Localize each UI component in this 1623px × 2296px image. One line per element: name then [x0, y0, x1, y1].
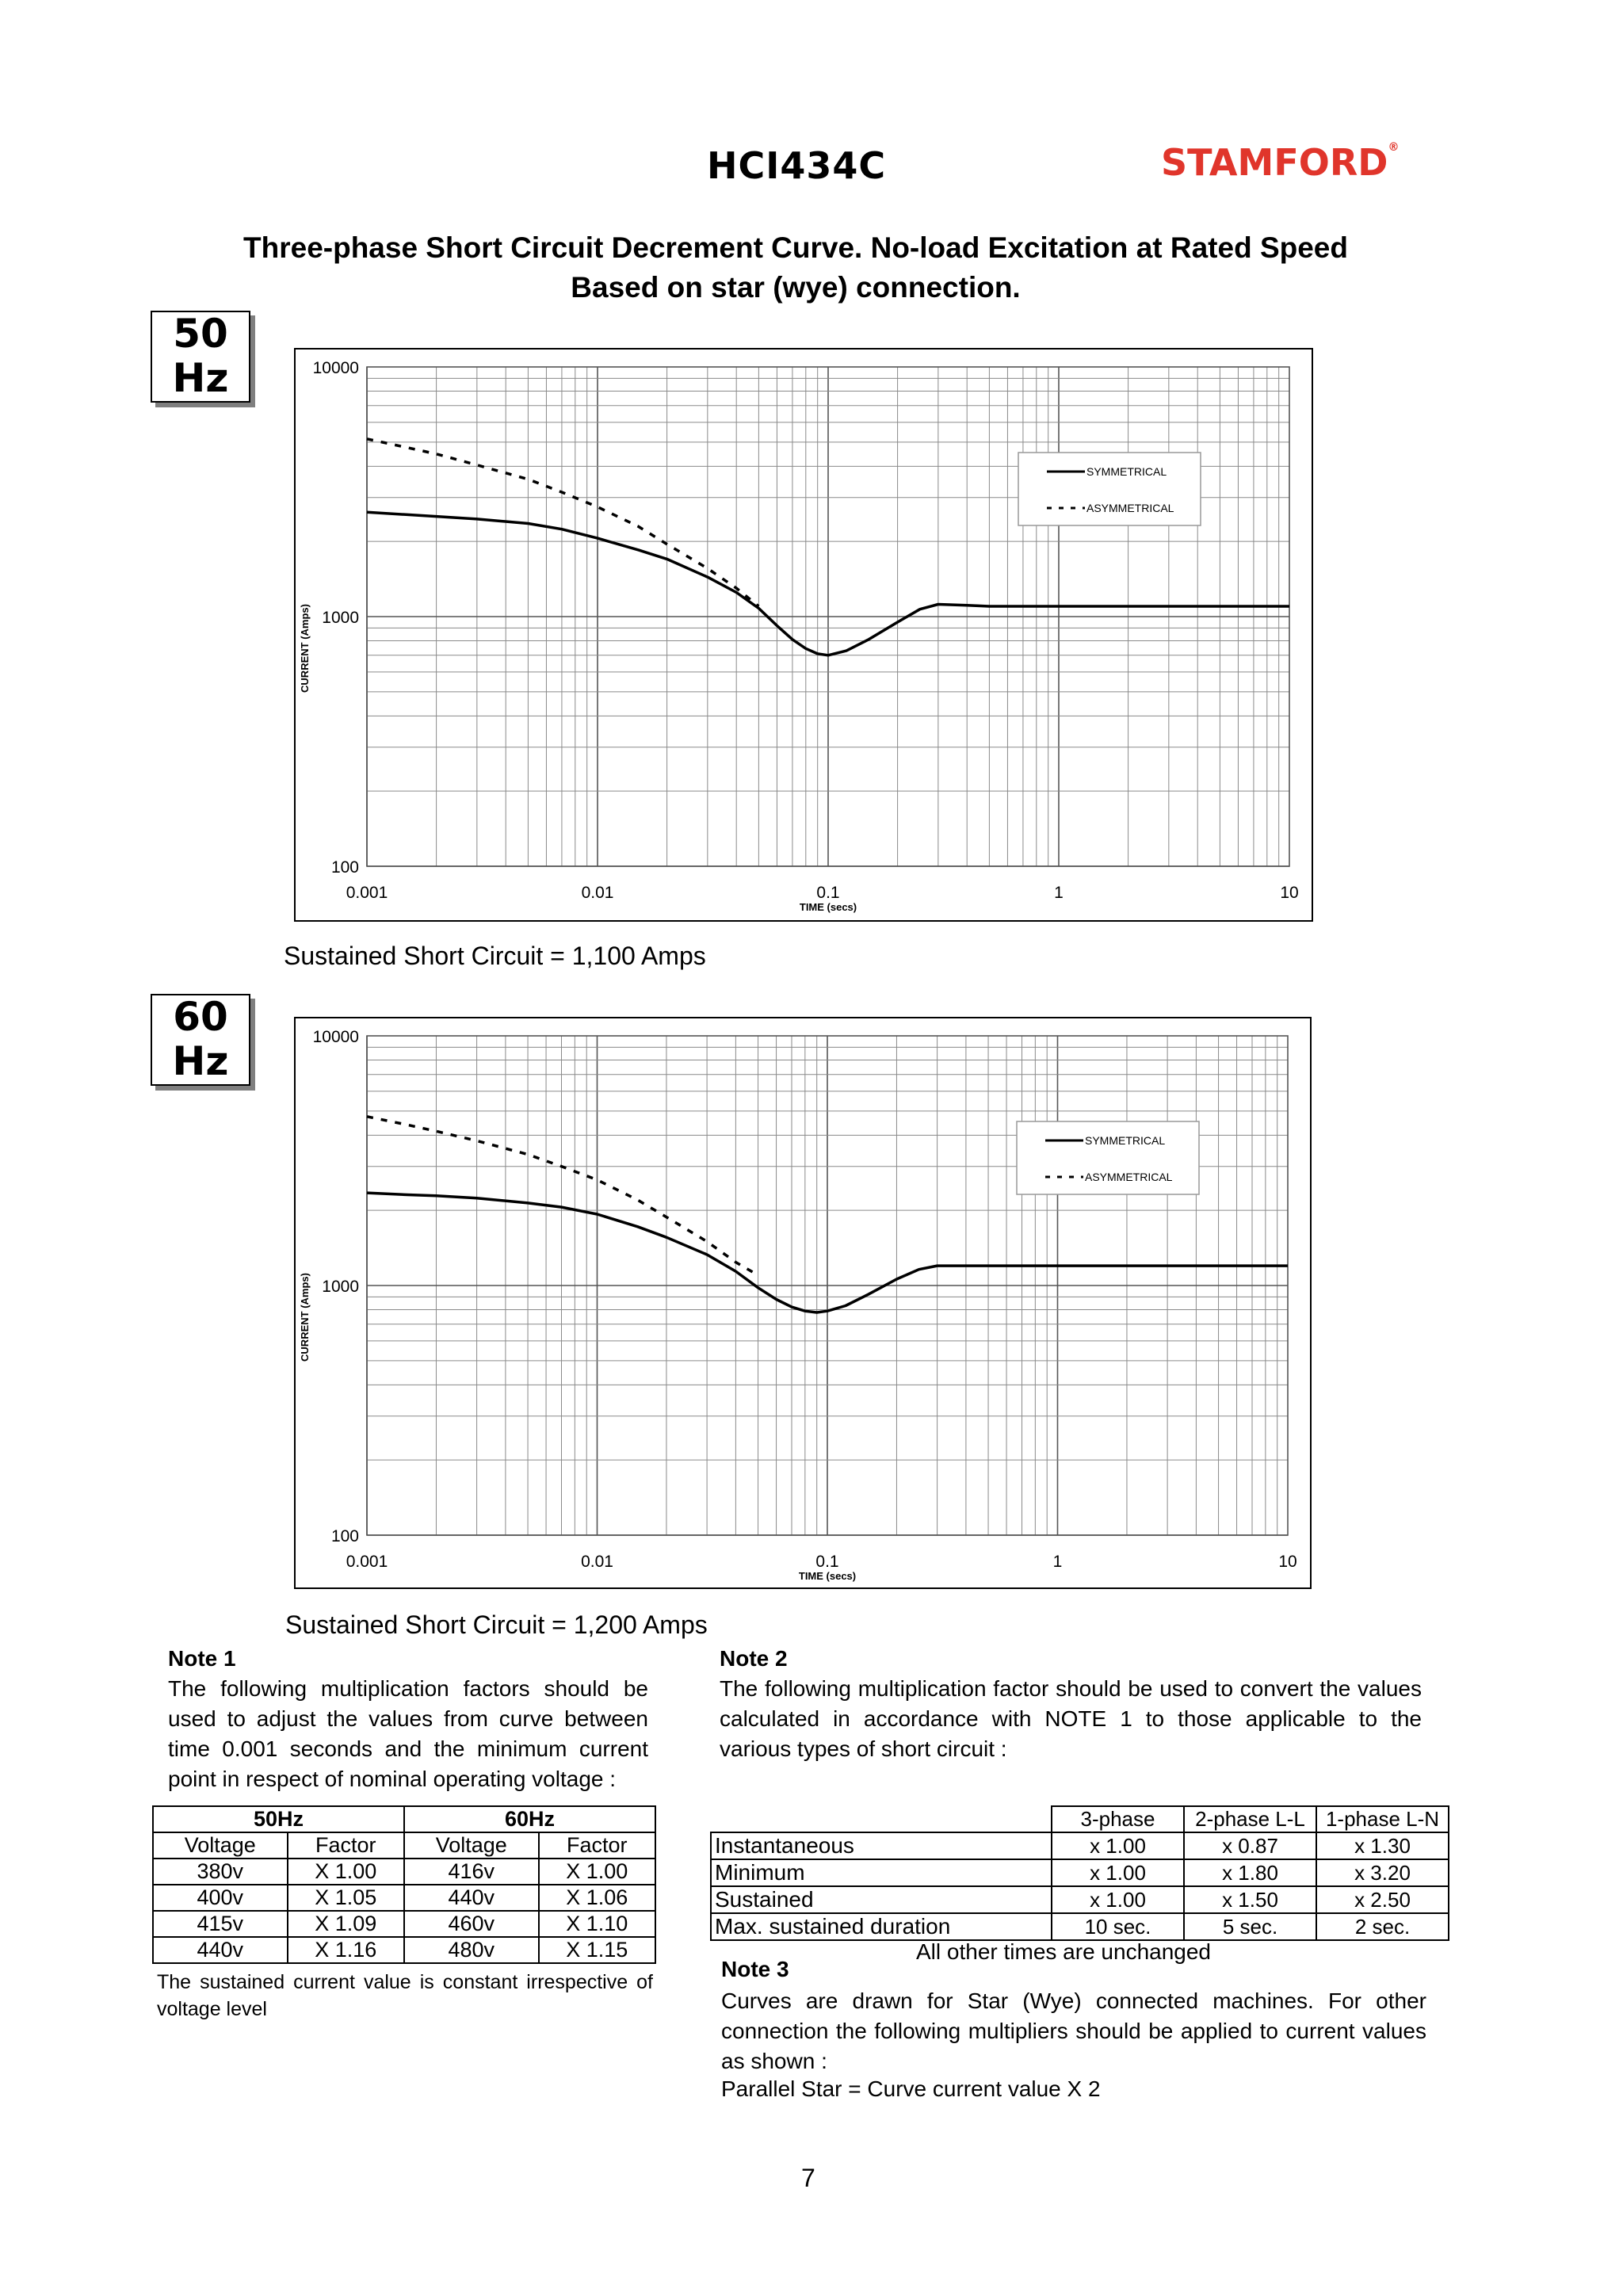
table-group-header: 50Hz: [153, 1806, 404, 1832]
x-tick-label: 0.001: [346, 1553, 388, 1571]
frequency-box-60hz: [151, 994, 250, 1086]
table-row: [711, 1913, 1449, 1940]
legend-label: SYMMETRICAL: [1086, 465, 1167, 478]
table-cell: 2 sec.: [1316, 1913, 1449, 1940]
legend-box: [1017, 1121, 1199, 1194]
table-cell: 440v: [404, 1885, 539, 1911]
table-cell: 400v: [153, 1885, 288, 1911]
other-times-note: All other times are unchanged: [916, 1939, 1211, 1964]
x-tick-label: 1: [1052, 1553, 1063, 1571]
table-col-header: Factor: [288, 1832, 404, 1859]
x-axis-label: TIME (secs): [799, 901, 857, 913]
table-row-label: Minimum: [711, 1859, 1052, 1886]
model-title: HCI434C: [707, 144, 887, 187]
table-col-header: 2-phase L-L: [1184, 1806, 1316, 1832]
table-cell: 5 sec.: [1184, 1913, 1316, 1940]
page-title-line-1: Three-phase Short Circuit Decrement Curve. No-load Excitation at Rated Speed: [243, 231, 1348, 264]
table-cell: 416v: [404, 1859, 539, 1885]
table-col-header: Voltage: [153, 1832, 288, 1859]
table-empty-corner: [711, 1806, 1052, 1832]
note2-text: The following multiplication factor should be used to convert the values calculated in accordance with NOTE 1 to those applicable to the various types of short circuit :: [720, 1676, 1422, 1761]
table-row: [711, 1859, 1449, 1886]
page-number: 7: [801, 2164, 815, 2192]
frequency-box-50hz: [151, 311, 250, 403]
x-tick-label: 1: [1054, 884, 1064, 902]
table-cell: x 1.00: [1052, 1859, 1184, 1886]
brand-logo: [1161, 141, 1399, 184]
x-tick-label: 0.1: [816, 884, 840, 902]
table-cell: x 2.50: [1316, 1886, 1449, 1913]
y-tick-label: 1000: [322, 609, 359, 627]
table-cell: x 1.00: [1052, 1886, 1184, 1913]
voltage-factor-table: [152, 1805, 656, 1964]
sustained-current-50hz: Sustained Short Circuit = 1,100 Amps: [284, 942, 706, 970]
table-cell: 380v: [153, 1859, 288, 1885]
sustained-current-60hz: Sustained Short Circuit = 1,200 Amps: [285, 1610, 708, 1639]
table-row: [153, 1937, 655, 1963]
table-cell: X 1.00: [539, 1859, 655, 1885]
note1-heading: Note 1: [168, 1646, 236, 1671]
x-tick-label: 10: [1278, 1553, 1297, 1571]
note1-text: The following multiplication factors should be used to adjust the values from curve between time 0.001 seconds and the minimum current point in respect of nominal operating voltage :: [168, 1676, 648, 1791]
table-row: [153, 1885, 655, 1911]
frequency-value: 60: [173, 994, 228, 1040]
page-title-line-2: Based on star (wye) connection.: [571, 271, 1021, 304]
table-col-header: Voltage: [404, 1832, 539, 1859]
table-cell: X 1.09: [288, 1911, 404, 1937]
table-cell: 460v: [404, 1911, 539, 1937]
frequency-unit: Hz: [172, 355, 229, 401]
legend-label: SYMMETRICAL: [1085, 1134, 1166, 1147]
y-tick-label: 10000: [312, 1028, 359, 1046]
table-cell: x 1.50: [1184, 1886, 1316, 1913]
table-cell: x 1.00: [1052, 1832, 1184, 1859]
table-cell: 415v: [153, 1911, 288, 1937]
decrement-curve-chart-60hz: [294, 1017, 1312, 1589]
table-row-label: Instantaneous: [711, 1832, 1052, 1859]
x-axis-label: TIME (secs): [798, 1570, 857, 1582]
sustained-constant-note: The sustained current value is constant irrespective of voltage level: [157, 1971, 653, 2020]
decrement-curve-chart-50hz: [294, 348, 1313, 922]
chart-frame: [295, 349, 1312, 921]
table-cell: 440v: [153, 1937, 288, 1963]
table-cell: 480v: [404, 1937, 539, 1963]
note3-text: Curves are drawn for Star (Wye) connected machines. For other connection the following multipliers should be applied to current values as shown :: [721, 1988, 1426, 2073]
registered-mark: ®: [1388, 141, 1400, 154]
table-col-header: 1-phase L-N: [1316, 1806, 1449, 1832]
table-col-header: 3-phase: [1052, 1806, 1184, 1832]
y-axis-label: CURRENT (Amps): [299, 604, 311, 693]
short-circuit-factor-table: [710, 1805, 1449, 1941]
y-axis-label: CURRENT (Amps): [299, 1273, 311, 1362]
table-cell: X 1.10: [539, 1911, 655, 1937]
legend-label: ASYMMETRICAL: [1086, 502, 1174, 514]
table-cell: x 3.20: [1316, 1859, 1449, 1886]
frequency-unit: Hz: [172, 1038, 229, 1084]
note2-heading: Note 2: [720, 1646, 788, 1671]
y-tick-label: 100: [330, 858, 359, 877]
legend-label: ASYMMETRICAL: [1085, 1171, 1173, 1183]
table-row: [153, 1911, 655, 1937]
legend-box: [1018, 453, 1201, 525]
table-row: [711, 1832, 1449, 1859]
y-tick-label: 10000: [312, 359, 359, 377]
table-cell: X 1.00: [288, 1859, 404, 1885]
table-col-header: Factor: [539, 1832, 655, 1859]
table-cell: x 0.87: [1184, 1832, 1316, 1859]
table-cell: 10 sec.: [1052, 1913, 1184, 1940]
x-tick-label: 0.001: [346, 884, 388, 902]
table-row-label: Sustained: [711, 1886, 1052, 1913]
y-tick-label: 100: [330, 1527, 359, 1545]
table-cell: X 1.05: [288, 1885, 404, 1911]
table-cell: X 1.16: [288, 1937, 404, 1963]
y-tick-label: 1000: [322, 1278, 359, 1296]
x-tick-label: 0.1: [815, 1553, 839, 1571]
table-cell: x 1.30: [1316, 1832, 1449, 1859]
parallel-star-note: Parallel Star = Curve current value X 2: [721, 2076, 1101, 2101]
table-cell: X 1.15: [539, 1937, 655, 1963]
x-tick-label: 10: [1280, 884, 1299, 902]
x-tick-label: 0.01: [581, 1553, 613, 1571]
frequency-value: 50: [173, 311, 228, 357]
chart-frame: [295, 1018, 1311, 1588]
brand-name: STAMFORD: [1161, 141, 1388, 184]
table-cell: X 1.06: [539, 1885, 655, 1911]
x-tick-label: 0.01: [581, 884, 614, 902]
table-group-header: 60Hz: [404, 1806, 655, 1832]
table-row: [711, 1886, 1449, 1913]
table-row-label: Max. sustained duration: [711, 1913, 1052, 1940]
table-row: [153, 1859, 655, 1885]
table-cell: x 1.80: [1184, 1859, 1316, 1886]
note3-heading: Note 3: [721, 1957, 789, 1981]
